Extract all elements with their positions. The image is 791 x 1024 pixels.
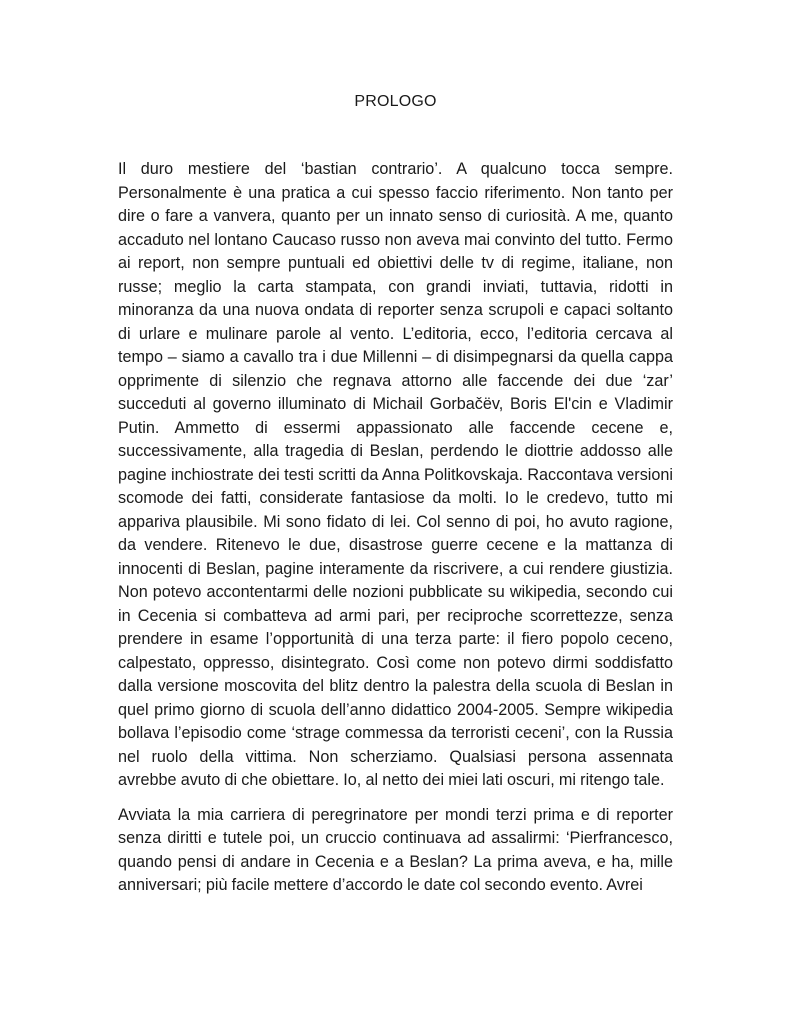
page-title: PROLOGO <box>354 93 437 110</box>
paragraph: Avviata la mia carriera di peregrinatore per mondi terzi prima e di reporter senza diritti e tutele poi, un cruccio continuava ad assalirmi: ‘Pierfrancesco, quando pensi di andare in Cecenia e a Beslan? La prima aveva, e ha, mille anniversari; più facile mettere d’accordo le date col secondo evento. Avrei <box>118 805 673 894</box>
paragraph: Il duro mestiere del ‘bastian contrario’. A qualcuno tocca sempre. Personalmente è una pratica a cui spesso faccio riferimento. Non tanto per dire o fare a vanvera, quanto per un innato senso di curiosità. A me, quanto accaduto nel lontano Caucaso russo non aveva mai convinto del tutto. Fermo ai report, non sempre puntuali ed obiettivi delle tv di regime, italiane, non russe; meglio la carta stampata, con grandi inviati, tuttavia, ridotti in minoranza da una nuova ondata di reporter senza scrupoli e capaci soltanto di urlare e mulinare parole al vento. L’editoria, ecco, l’editoria cercava al tempo – siamo a cavallo tra i due Millenni – di disimpegnarsi da quella cappa opprimente di silenzio che regnava attorno alle faccende dei due ‘zar’ succeduti al governo illuminato di Michail Gorbačëv, Boris El'cin e Vladimir Putin. Ammetto di essermi appassionato alle faccende cecene e, successivamente, alla tragedia di Beslan, perdendo le diottrie addosso alle pagine inchiostrate dei testi scritti da Anna Politkovskaja. Raccontava versioni scomode dei fatti, considerate fantasiose da molti. Io le credevo, tutto mi appariva plausibile. Mi sono fidato di lei. Col senno di poi, ho avuto ragione, da vendere. Ritenevo le due, disastrose guerre cecene e la mattanza di innocenti di Beslan, pagine interamente da riscrivere, a cui rendere giustizia. Non potevo accontentarmi delle nozioni pubblicate su wikipedia, secondo cui in Cecenia si combatteva ad armi pari, per reciproche scorrettezze, senza prendere in esame l’opportunità di una terza parte: il fiero popolo ceceno, calpestato, oppresso, disintegrato. Così come non potevo dirmi soddisfatto dalla versione moscovita del blitz dentro la palestra della scuola di Beslan in quel primo giorno di scuola dell’anno didattico 2004-2005. Sempre wikipedia bollava l’episodio come ‘strage commessa da terroristi ceceni’, con la Russia nel ruolo della vittima. Non scherziamo. Qualsiasi persona assennata avrebbe avuto di che obiettare. Io, al netto dei miei lati oscuri, mi ritengo tale. <box>118 160 673 789</box>
body-text <box>118 158 673 909</box>
